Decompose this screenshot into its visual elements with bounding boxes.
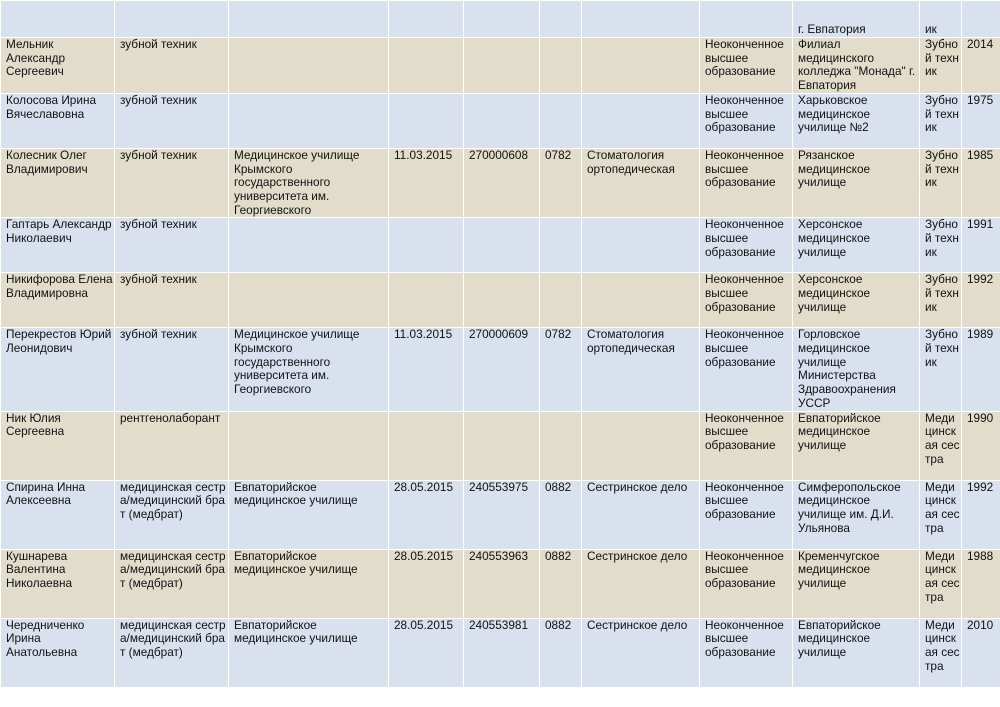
cell-cert-institution: Медицинское училище Крымского государственного университета им. Георгиевского [229,328,389,411]
cell-edu-institution: Филиал медицинского колледжа "Монада" г. Евпатория [793,38,920,94]
table-row [1,480,1000,549]
cell-name: Кушнарева Валентина Николаевна [1,549,115,618]
cell-edu-institution: Херсонское медицинское училище [793,273,920,328]
cell-position: зубной техник [115,148,229,218]
cell-qualification: Медицинская сестра [920,480,962,549]
cell-cert-code: 0882 [540,549,582,618]
cell-cert-date [389,218,464,273]
cell-cert-code [540,218,582,273]
table-row [1,218,1000,273]
table-row [1,328,1000,411]
cell-qualification: ик [920,1,962,38]
cell-edu-institution: Харьковское медицинское училище №2 [793,93,920,148]
cell-position: рентгенолаборант [115,411,229,480]
cell-position: медицинская сестра/медицинский брат (медбрат) [115,480,229,549]
cell-cert-institution [229,93,389,148]
cell-education: Неоконченное высшее образование [700,411,793,480]
cell-education: Неоконченное высшее образование [700,148,793,218]
cell-edu-institution: Рязанское медицинское училище [793,148,920,218]
cell-qualification: Зубной техник [920,38,962,94]
table-row [1,549,1000,618]
cell-cert-specialty: Сестринское дело [582,618,700,687]
cell-cert-institution: Медицинское училище Крымского государственного университета им. Георгиевского [229,148,389,218]
cell-cert-institution: Евпаторийское медицинское училище [229,480,389,549]
cell-cert-date: 11.03.2015 [389,328,464,411]
cell-cert-code [540,1,582,38]
cell-cert-number [464,218,540,273]
cell-cert-date: 28.05.2015 [389,549,464,618]
cell-cert-specialty [582,273,700,328]
cell-qualification: Зубной техник [920,148,962,218]
cell-cert-code: 0882 [540,480,582,549]
cell-cert-number: 240553975 [464,480,540,549]
cell-name: Колосова Ирина Вячеславовна [1,93,115,148]
cell-cert-date [389,273,464,328]
cell-cert-institution [229,38,389,94]
cell-position [115,1,229,38]
cell-education: Неоконченное высшее образование [700,273,793,328]
cell-name: Колесник Олег Владимирович [1,148,115,218]
cell-cert-institution: Евпаторийское медицинское училище [229,549,389,618]
cell-cert-number: 270000608 [464,148,540,218]
cell-name: Мельник Александр Сергеевич [1,38,115,94]
cell-name: Гаптарь Александр Николаевич [1,218,115,273]
staff-table-body [1,1,1000,688]
cell-cert-date: 11.03.2015 [389,148,464,218]
cell-cert-date [389,93,464,148]
cell-cert-date [389,411,464,480]
cell-cert-specialty [582,218,700,273]
table-row [1,618,1000,687]
cell-position: медицинская сестра/медицинский брат (медбрат) [115,549,229,618]
cell-name: Ник Юлия Сергеевна [1,411,115,480]
cell-education: Неоконченное высшее образование [700,218,793,273]
cell-cert-specialty [582,411,700,480]
cell-year: 1975 [962,93,1000,148]
cell-year: 1988 [962,549,1000,618]
cell-education: Неоконченное высшее образование [700,618,793,687]
cell-cert-specialty [582,1,700,38]
cell-education: Неоконченное высшее образование [700,480,793,549]
cell-edu-institution: Херсонское медицинское училище [793,218,920,273]
cell-name: Чередниченко Ирина Анатольевна [1,618,115,687]
cell-position: зубной техник [115,218,229,273]
cell-cert-code [540,411,582,480]
cell-qualification: Зубной техник [920,328,962,411]
cell-position: зубной техник [115,93,229,148]
cell-position: зубной техник [115,328,229,411]
cell-edu-institution: г. Евпатория [793,1,920,38]
cell-qualification: Зубной техник [920,273,962,328]
table-row-partial [1,1,1000,38]
cell-edu-institution: Евпаторийское медицинское училище [793,618,920,687]
cell-name: Перекрестов Юрий Леонидович [1,328,115,411]
cell-cert-number: 240553981 [464,618,540,687]
cell-year: 1989 [962,328,1000,411]
cell-year [962,1,1000,38]
cell-cert-code [540,38,582,94]
table-row [1,93,1000,148]
cell-year: 2014 [962,38,1000,94]
cell-cert-specialty: Сестринское дело [582,549,700,618]
cell-cert-code: 0882 [540,618,582,687]
cell-cert-date [389,1,464,38]
table-row [1,38,1000,94]
cell-qualification: Зубной техник [920,218,962,273]
cell-cert-date: 28.05.2015 [389,480,464,549]
cell-cert-institution [229,1,389,38]
cell-cert-number [464,1,540,38]
cell-year: 2010 [962,618,1000,687]
cell-cert-number [464,273,540,328]
cell-position: зубной техник [115,273,229,328]
cell-cert-code [540,273,582,328]
cell-cert-institution [229,218,389,273]
cell-year: 1992 [962,273,1000,328]
cell-education: Неоконченное высшее образование [700,549,793,618]
cell-education: Неоконченное высшее образование [700,93,793,148]
cell-cert-number [464,93,540,148]
cell-cert-number: 270000609 [464,328,540,411]
cell-cert-date: 28.05.2015 [389,618,464,687]
cell-cert-number [464,411,540,480]
cell-cert-code: 0782 [540,148,582,218]
cell-edu-institution: Горловское медицинское училище Министерства Здравоохранения УССР [793,328,920,411]
cell-cert-institution [229,411,389,480]
cell-year: 1990 [962,411,1000,480]
cell-year: 1991 [962,218,1000,273]
cell-edu-institution: Евпаторийское медицинское училище [793,411,920,480]
cell-position: зубной техник [115,38,229,94]
cell-cert-institution [229,273,389,328]
cell-qualification: Медицинская сестра [920,618,962,687]
cell-cert-institution: Евпаторийское медицинское училище [229,618,389,687]
cell-cert-specialty: Стоматология ортопедическая [582,328,700,411]
cell-qualification: Зубной техник [920,93,962,148]
cell-edu-institution: Кременчугское медицинское училище [793,549,920,618]
table-row [1,273,1000,328]
cell-cert-date [389,38,464,94]
cell-edu-institution: Симферопольское медицинское училище им. Д.И. Ульянова [793,480,920,549]
cell-education [700,1,793,38]
cell-cert-number: 240553963 [464,549,540,618]
cell-education: Неоконченное высшее образование [700,38,793,94]
cell-cert-specialty [582,38,700,94]
cell-year: 1985 [962,148,1000,218]
cell-qualification: Медицинская сестра [920,549,962,618]
cell-cert-code [540,93,582,148]
table-row [1,148,1000,218]
cell-name: Спирина Инна Алексеевна [1,480,115,549]
cell-cert-specialty: Стоматология ортопедическая [582,148,700,218]
cell-cert-code: 0782 [540,328,582,411]
table-row [1,411,1000,480]
cell-cert-specialty: Сестринское дело [582,480,700,549]
cell-education: Неоконченное высшее образование [700,328,793,411]
cell-cert-specialty [582,93,700,148]
cell-name [1,1,115,38]
cell-year: 1992 [962,480,1000,549]
cell-cert-number [464,38,540,94]
cell-position: медицинская сестра/медицинский брат (медбрат) [115,618,229,687]
cell-name: Никифорова Елена Владимировна [1,273,115,328]
cell-qualification: Медицинская сестра [920,411,962,480]
